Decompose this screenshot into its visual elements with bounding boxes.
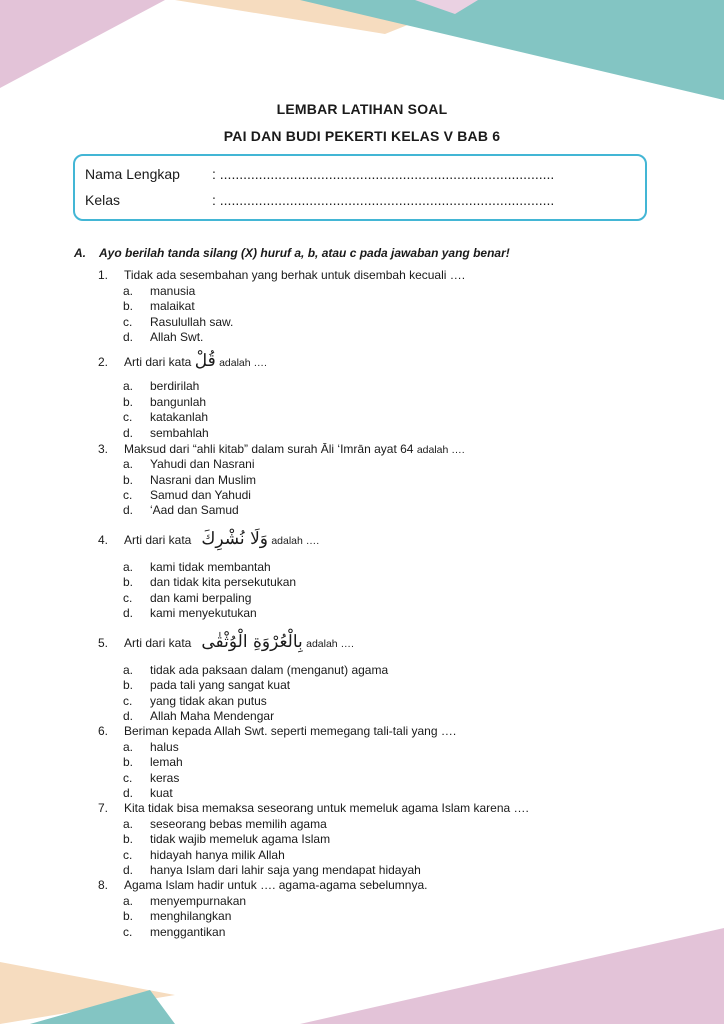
option-letter: a.: [123, 457, 134, 471]
option-2a[interactable]: [123, 379, 199, 393]
option-text: kami tidak membantah: [150, 560, 271, 574]
option-text: kami menyekutukan: [150, 606, 257, 620]
option-letter: c.: [123, 410, 133, 424]
option-letter: b.: [123, 395, 134, 409]
option-6c[interactable]: [123, 771, 179, 785]
question-text: Agama Islam hadir untuk …. agama-agama sebelumnya.: [124, 878, 428, 892]
option-1a[interactable]: [123, 284, 195, 298]
option-letter: d.: [123, 330, 134, 344]
option-letter: c.: [123, 591, 133, 605]
question-text: Beriman kepada Allah Swt. seperti memegang tali-tali yang ….: [124, 724, 457, 738]
option-text: menyempurnakan: [150, 894, 247, 908]
teal-top-shape: [300, 0, 724, 100]
option-letter: b.: [123, 832, 134, 846]
option-text: dan tidak kita persekutukan: [150, 575, 297, 589]
option-letter: b.: [123, 299, 134, 313]
question-8: [98, 878, 428, 892]
option-text: tidak wajib memeluk agama Islam: [150, 832, 331, 846]
arabic-word: قُلْ: [194, 351, 216, 371]
option-text: seseorang bebas memilih agama: [150, 817, 327, 831]
option-letter: b.: [123, 909, 134, 923]
option-letter: c.: [123, 694, 133, 708]
class-label: Kelas: [85, 192, 121, 208]
option-2c[interactable]: [123, 410, 208, 424]
option-2b[interactable]: [123, 395, 206, 409]
option-1d[interactable]: [123, 330, 203, 344]
option-text: kuat: [150, 786, 173, 800]
identity-box: [73, 154, 647, 221]
pink-corner-shape: [0, 0, 165, 88]
page-subtitle: PAI DAN BUDI PEKERTI KELAS V BAB 6: [223, 128, 501, 144]
instruction-text: Ayo berilah tanda silang (X) huruf a, b, atau c pada jawaban yang benar!: [99, 246, 510, 260]
option-text: Yahudi dan Nasrani: [150, 457, 255, 471]
option-letter: d.: [123, 426, 134, 440]
option-text: Allah Maha Mendengar: [150, 709, 275, 723]
option-4a[interactable]: [123, 560, 271, 574]
option-letter: c.: [123, 848, 133, 862]
option-text: malaikat: [150, 299, 195, 313]
section-instruction: [74, 246, 510, 260]
option-letter: d.: [123, 863, 134, 877]
question-text: Arti dari kata: [124, 355, 192, 369]
option-3d[interactable]: [123, 503, 239, 517]
option-text: Rasulullah saw.: [150, 315, 234, 329]
arabic-word: وَلَا نُشْرِكَ: [201, 529, 268, 549]
option-8b[interactable]: [123, 909, 231, 923]
option-7b[interactable]: [123, 832, 330, 846]
section-letter: A.: [74, 246, 86, 260]
question-number: 3.: [98, 442, 109, 456]
option-letter: a.: [123, 817, 134, 831]
question-text: Tidak ada sesembahan yang berhak untuk disembah kecuali ….: [124, 268, 466, 282]
option-letter: c.: [123, 925, 133, 939]
option-text: hanya Islam dari lahir saja yang mendapat hidayah: [150, 863, 421, 877]
question-text: Maksud dari “ahli kitab” dalam surah Āli ‘Imrān ayat 64: [124, 442, 414, 456]
pink-bottom-shape: [300, 928, 724, 1024]
option-text: Allah Swt.: [150, 330, 204, 344]
option-letter: b.: [123, 678, 134, 692]
option-letter: c.: [123, 488, 133, 502]
question-text-suffix: adalah ….: [271, 535, 320, 547]
option-text: bangunlah: [150, 395, 207, 409]
name-row: [85, 166, 554, 182]
question-number: 2.: [98, 355, 109, 369]
option-text: keras: [150, 771, 180, 785]
option-text: sembahlah: [150, 426, 209, 440]
class-field[interactable]: : ......................................................................................: [212, 192, 555, 208]
option-3a[interactable]: [123, 457, 255, 471]
option-4b[interactable]: [123, 575, 296, 589]
option-letter: c.: [123, 771, 133, 785]
option-text: hidayah hanya milik Allah: [150, 848, 285, 862]
question-5: [98, 632, 354, 652]
arabic-word: بِالْعُرْوَةِ الْوُثْقٰى: [201, 632, 303, 652]
option-text: lemah: [150, 755, 183, 769]
option-text: pada tali yang sangat kuat: [150, 678, 291, 692]
option-letter: d.: [123, 503, 134, 517]
question-3: [98, 442, 465, 457]
question-7: [98, 801, 529, 815]
question-text: Arti dari kata: [124, 533, 192, 547]
option-2d[interactable]: [123, 426, 209, 440]
question-number: 8.: [98, 878, 109, 892]
option-letter: a.: [123, 560, 134, 574]
question-text-suffix: adalah ….: [416, 444, 465, 456]
question-1: [98, 268, 465, 282]
class-row: [85, 192, 554, 208]
option-4d[interactable]: [123, 606, 257, 620]
option-5a[interactable]: [123, 663, 388, 677]
question-2: [98, 351, 267, 371]
option-8a[interactable]: [123, 894, 246, 908]
option-text: manusia: [150, 284, 196, 298]
option-text: dan kami berpaling: [150, 591, 252, 605]
option-letter: d.: [123, 709, 134, 723]
option-7c[interactable]: [123, 848, 285, 862]
page-title: LEMBAR LATIHAN SOAL: [276, 101, 448, 117]
option-text: Nasrani dan Muslim: [150, 473, 257, 487]
option-3b[interactable]: [123, 473, 256, 487]
option-text: katakanlah: [150, 410, 209, 424]
option-letter: d.: [123, 606, 134, 620]
question-6: [98, 724, 456, 738]
name-label: Nama Lengkap: [85, 166, 180, 182]
option-6b[interactable]: [123, 755, 183, 769]
option-text: berdirilah: [150, 379, 200, 393]
option-6a[interactable]: [123, 740, 179, 754]
option-8c[interactable]: [123, 925, 225, 939]
option-1c[interactable]: [123, 315, 233, 329]
question-4: [98, 529, 320, 549]
name-field[interactable]: : ......................................................................................: [212, 166, 555, 182]
option-letter: d.: [123, 786, 134, 800]
option-5d[interactable]: [123, 709, 274, 723]
option-1b[interactable]: [123, 299, 195, 313]
option-letter: b.: [123, 473, 134, 487]
option-letter: a.: [123, 894, 134, 908]
question-number: 1.: [98, 268, 109, 282]
option-letter: b.: [123, 575, 134, 589]
question-text-suffix: adalah ….: [306, 638, 354, 650]
option-letter: a.: [123, 740, 134, 754]
option-text: ‘Aad dan Samud: [150, 503, 239, 517]
question-number: 4.: [98, 533, 109, 547]
question-number: 7.: [98, 801, 109, 815]
question-text-suffix: adalah ….: [219, 357, 267, 369]
question-number: 5.: [98, 636, 109, 650]
question-number: 6.: [98, 724, 109, 738]
option-text: tidak ada paksaan dalam (menganut) agama: [150, 663, 389, 677]
option-text: Samud dan Yahudi: [150, 488, 251, 502]
option-6d[interactable]: [123, 786, 173, 800]
option-3c[interactable]: [123, 488, 251, 502]
option-5b[interactable]: [123, 678, 290, 692]
option-4c[interactable]: [123, 591, 251, 605]
question-text: Kita tidak bisa memaksa seseorang untuk memeluk agama Islam karena ….: [124, 801, 529, 815]
question-text: Arti dari kata: [124, 636, 192, 650]
option-letter: a.: [123, 284, 134, 298]
option-letter: c.: [123, 315, 133, 329]
option-letter: b.: [123, 755, 134, 769]
option-text: halus: [150, 740, 179, 754]
option-text: menghilangkan: [150, 909, 232, 923]
option-5c[interactable]: [123, 694, 267, 708]
option-text: yang tidak akan putus: [150, 694, 267, 708]
option-letter: a.: [123, 379, 134, 393]
option-7a[interactable]: [123, 817, 327, 831]
option-7d[interactable]: [123, 863, 421, 877]
option-text: menggantikan: [150, 925, 226, 939]
option-letter: a.: [123, 663, 134, 677]
